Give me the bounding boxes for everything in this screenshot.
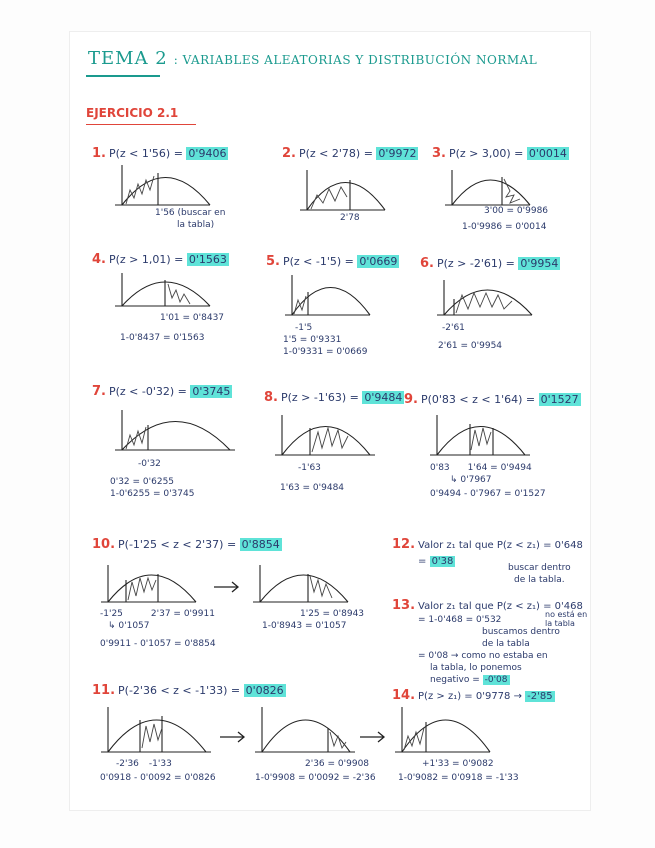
note-line: 1-0'8943 = 0'1057: [262, 621, 347, 631]
note-line: 2'78: [340, 213, 360, 223]
note-line: negativo =: [430, 675, 480, 685]
exercise-expression: P(z > 3,00) =: [448, 147, 524, 160]
exercise-answer: 0'8854: [241, 538, 280, 551]
exercise-8: [264, 390, 404, 405]
normal-curve-graph: [248, 560, 358, 610]
exercise-notes: [283, 322, 367, 358]
note-line: +1'33 = 0'9082: [422, 759, 494, 769]
exercise-answer: 0'3745: [192, 385, 231, 398]
note-line: 1-0'9082 = 0'0918 = -1'33: [398, 773, 519, 783]
arrow-icon: [358, 730, 388, 744]
note-line: ↳ 0'1057: [108, 621, 150, 631]
note-line: 1'01 = 0'8437: [160, 313, 225, 323]
note-line: no está en: [545, 610, 588, 619]
note-line: ↳ 0'7967: [450, 475, 492, 485]
note-line: 1'25 = 0'8943: [300, 609, 365, 619]
exercise-notes: [340, 212, 360, 224]
exercise-expression: P(z < 1'56) =: [108, 147, 183, 160]
exercise-notes: [155, 207, 225, 231]
exercise-notes: [110, 458, 194, 500]
exercise-answer: 0'0826: [245, 684, 284, 697]
exercise-notes: [100, 758, 216, 784]
exercise-3: [432, 146, 569, 161]
exercise-answer: -2'85: [527, 691, 553, 702]
exercise-number: 1.: [92, 146, 106, 161]
exercise-answer: 0'1563: [188, 253, 227, 266]
exercise-notes: [100, 608, 216, 650]
exercise-expression: P(z < -1'5) =: [282, 255, 354, 268]
exercise-12: [392, 537, 583, 552]
normal-curve-graph: [425, 410, 535, 460]
note-line: 1-0'6255 = 0'3745: [110, 489, 195, 499]
note-line: 1-0'9986 = 0'0014: [462, 222, 547, 232]
note-line: 1'64 = 0'9494: [467, 463, 532, 473]
exercise-6: [420, 256, 560, 271]
note-line: 0'9911 - 0'1057 = 0'8854: [100, 639, 216, 649]
exercise-answer: 0'9484: [364, 391, 403, 404]
exercise-notes: [462, 205, 548, 233]
exercise-notes: [545, 610, 587, 628]
note-line: -2'61: [442, 323, 465, 333]
page-title: [88, 48, 537, 69]
exercise-answer: 0'9972: [378, 147, 417, 160]
exercise-notes: [255, 758, 376, 784]
normal-curve-graph: [390, 702, 500, 757]
exercise-expression: Valor z₁ tal que P(z < z₁) = 0'468: [418, 601, 583, 612]
note-line: la tabla): [177, 220, 215, 230]
exercise-5: [266, 254, 399, 269]
normal-curve-graph: [432, 275, 542, 320]
exercise-14: [392, 688, 555, 703]
note-line: 1'56 (buscar en: [155, 208, 226, 218]
exercise-number: 8.: [264, 390, 278, 405]
note-line: -0'32: [138, 459, 161, 469]
subtitle-text: : VARIABLES ALEATORIAS Y DISTRIBUCIÓN NORMAL: [173, 53, 538, 67]
exercise-number: 5.: [266, 254, 280, 269]
exercise-2: [282, 146, 418, 161]
exercise-answer: 0'38: [431, 556, 454, 567]
note-line: 1-0'9908 = 0'0092 = -2'36: [255, 773, 376, 783]
note-line: -2'36: [116, 759, 139, 769]
exercise-expression: P(z < 2'78) =: [298, 147, 373, 160]
note-line: 1'5 = 0'9331: [283, 335, 342, 345]
exercise-notes: [398, 758, 519, 784]
title-text: TEMA 2: [88, 48, 168, 69]
note-line: 2'36 = 0'9908: [305, 759, 370, 769]
exercise-expression: P(z > 1,01) =: [108, 253, 184, 266]
exercise-notes: [430, 462, 546, 500]
note-line: de la tabla.: [514, 575, 565, 585]
note-line: buscar dentro: [508, 563, 571, 573]
normal-curve-graph: [295, 165, 395, 215]
note-line: la tabla, lo ponemos: [430, 663, 522, 673]
note-line: -1'25: [100, 609, 123, 619]
note-line: la tabla: [545, 619, 575, 628]
note-line: 2'61 = 0'9954: [438, 341, 503, 351]
exercise-number: 12.: [392, 537, 416, 552]
note-line: -1'33: [148, 759, 172, 769]
exercise-expression: P(z > -2'61) =: [436, 257, 515, 270]
exercise-answer: 0'9954: [520, 257, 559, 270]
exercise-1: [92, 146, 228, 161]
note-line: -1'5: [295, 323, 313, 333]
exercise-number: 2.: [282, 146, 296, 161]
normal-curve-graph: [110, 160, 220, 210]
note-line: 0'0918 - 0'0092 = 0'0826: [100, 773, 216, 783]
exercise-notes: [508, 562, 571, 586]
note-line: = 0'08 → como no estaba en: [418, 651, 548, 661]
note-line: 0'9494 - 0'7967 = 0'1527: [430, 489, 546, 499]
exercise-expression: Valor z₁ tal que P(z < z₁) = 0'648: [418, 540, 583, 551]
arrow-icon: [218, 730, 248, 744]
section-underline: [86, 124, 196, 125]
exercise-expression: P(-2'36 < z < -1'33) =: [118, 684, 241, 697]
exercise-number: 4.: [92, 252, 106, 267]
exercise-number: 6.: [420, 256, 434, 271]
normal-curve-graph: [250, 702, 360, 757]
exercise-number: 3.: [432, 146, 446, 161]
exercise-12-answer-line: = 0'38: [418, 556, 454, 567]
note-line: 2'37 = 0'9911: [150, 609, 215, 619]
exercise-notes: [418, 614, 560, 686]
exercise-7: [92, 384, 232, 399]
exercise-answer: 0'0014: [528, 147, 567, 160]
exercise-4: [92, 252, 229, 267]
exercise-9: [404, 392, 581, 407]
exercise-answer: -0'08: [484, 675, 508, 685]
normal-curve-graph: [96, 702, 216, 757]
title-underline: [86, 75, 160, 77]
exercise-expression: P(z < -0'32) =: [108, 385, 187, 398]
exercise-notes: [120, 312, 224, 344]
exercise-expression: P(0'83 < z < 1'64) =: [420, 393, 536, 406]
exercise-expression: P(-1'25 < z < 2'37) =: [118, 538, 237, 551]
normal-curve-graph: [280, 270, 380, 320]
note-line: 1-0'9331 = 0'0669: [283, 347, 368, 357]
exercise-number: 14.: [392, 688, 416, 703]
normal-curve-graph: [110, 268, 220, 313]
note-line: de la tabla: [482, 639, 530, 649]
note-line: 1'63 = 0'9484: [280, 483, 345, 493]
note-line: buscamos dentro: [482, 627, 560, 637]
normal-curve-graph: [270, 410, 380, 460]
note-line: 3'00 = 0'9986: [484, 206, 549, 216]
exercise-answer: 0'1527: [540, 393, 579, 406]
exercise-number: 11.: [92, 683, 116, 698]
exercise-10: [92, 537, 282, 552]
normal-curve-graph: [96, 560, 206, 610]
normal-curve-graph: [110, 405, 240, 455]
exercise-notes: [438, 322, 502, 352]
exercise-notes: [262, 608, 364, 632]
note-line: 1-0'8437 = 0'1563: [120, 333, 205, 343]
note-line: = 1-0'468 = 0'532: [418, 615, 502, 625]
exercise-answer: 0'9406: [188, 147, 227, 160]
exercise-number: 10.: [92, 537, 116, 552]
exercise-answer: 0'0669: [359, 255, 398, 268]
exercise-number: 9.: [404, 392, 418, 407]
exercise-11: [92, 683, 286, 698]
note-line: -1'63: [298, 463, 321, 473]
note-line: 0'32 = 0'6255: [110, 477, 175, 487]
exercise-expression: P(z > -1'63) =: [280, 391, 359, 404]
section-heading: EJERCICIO 2.1: [86, 106, 179, 120]
exercise-number: 7.: [92, 384, 106, 399]
arrow-icon: [212, 580, 242, 594]
note-line: 0'83: [430, 463, 450, 473]
exercise-number: 13.: [392, 598, 416, 613]
exercise-expression: P(z > z₁) = 0'9778 →: [418, 691, 522, 702]
exercise-notes: [280, 462, 344, 494]
